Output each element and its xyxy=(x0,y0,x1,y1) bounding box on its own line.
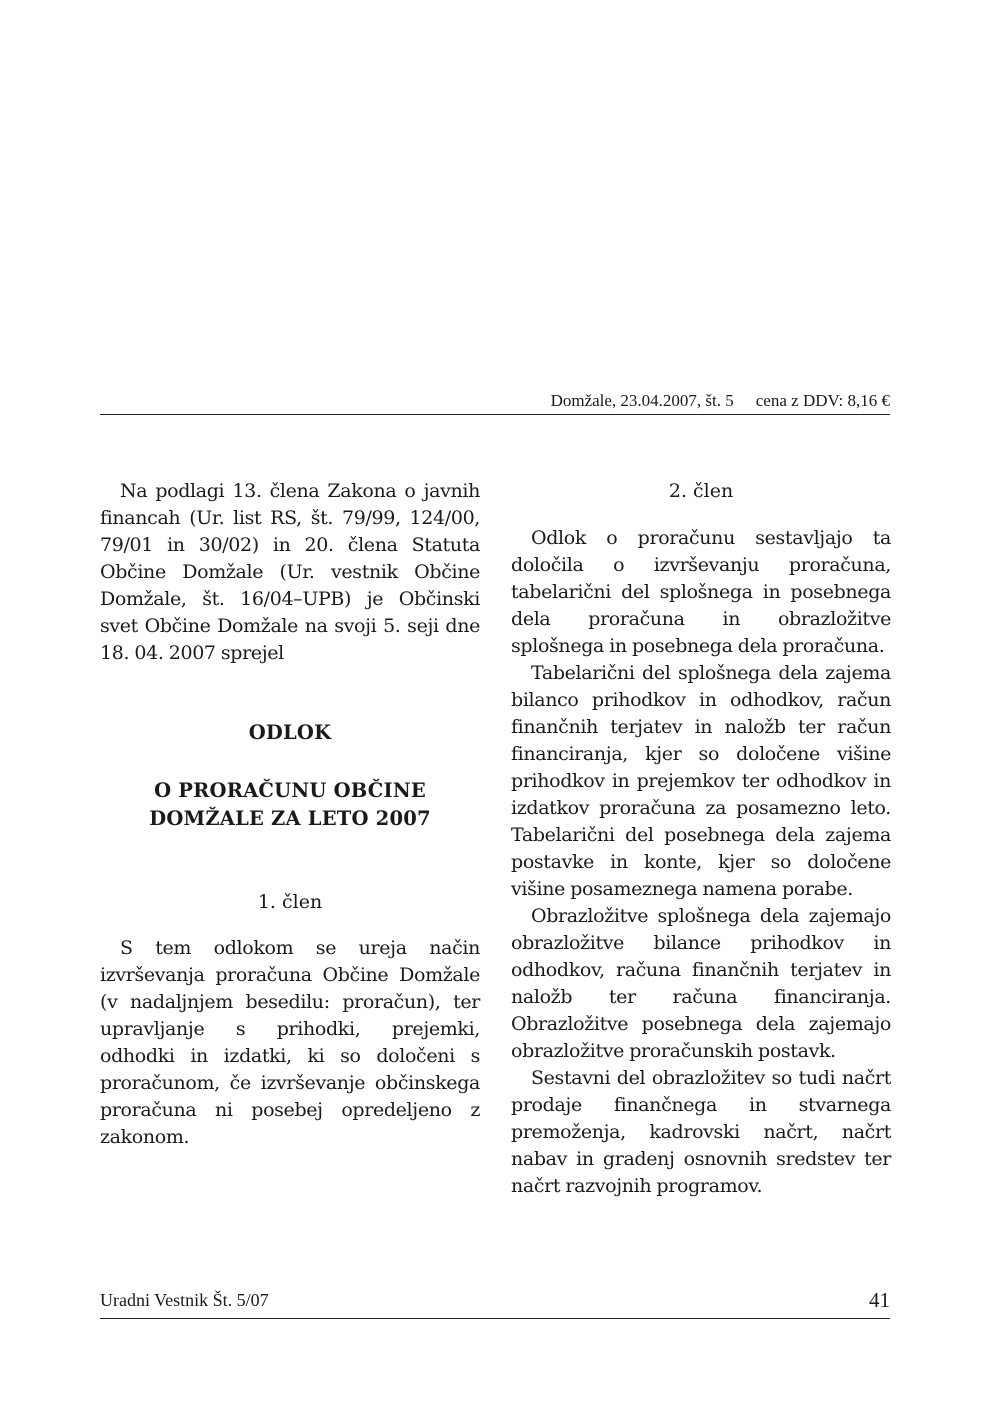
preamble-text: Na podlagi 13. člena Zakona o javnih financah (Ur. list RS, št. 79/99, 124/00, 79/01 in 30/02) in 20. člena Statuta Občine Domžale (Ur. vestnik Občine Domžale, št. 16/04–UPB) je Občinski svet Občine Domžale na svoji 5. seji dne 18. 04. 2007 sprejel xyxy=(100,480,480,664)
document-subtitle xyxy=(100,777,480,833)
article-2-paragraph-3: Obrazložitve splošnega dela zajemajo obrazložitve bilance prihodkov in odhodkov, računa finančnih terjatev in naložb ter računa financiranja. Obrazložitve posebnega dela zajemajo obrazložitve proračunskih postavk. xyxy=(511,905,891,1062)
article-2-paragraph-4: Sestavni del obrazložitev so tudi načrt prodaje finančnega in stvarnega premoženja, kadrovski načrt, načrt nabav in gradenj osnovnih sredstev ter načrt razvojnih programov. xyxy=(511,1067,891,1197)
publication-name: Uradni Vestnik Št. 5/07 xyxy=(100,1290,269,1310)
article-1-paragraph: S tem odlokom se ureja način izvrševanja proračuna Občine Domžale (v nadaljnjem besedilu: proračun), ter upravljanje s prihodki, prejemki, odhodki in izdatki, ki so določeni s proračunom, če izvrševanje občinskega proračuna ni posebej opredeljeno z zakonom. xyxy=(100,937,480,1148)
article-2-paragraph-2: Tabelarični del splošnega dela zajema bilanco prihodkov in odhodkov, račun finančnih terjatev in naložb ter račun financiranja, kjer so določene višine prihodkov in prejemkov ter odhodkov in izdatkov proračuna za posamezno leto. Tabelarični del posebnega dela zajema postavke in konte, kjer so določene višine posameznega namena porabe. xyxy=(511,662,891,900)
issue-info: Domžale, 23.04.2007, št. 5 xyxy=(550,391,734,410)
article-2-heading: 2. člen xyxy=(668,480,734,502)
article-2-paragraph-1: Odlok o proračunu sestavljajo ta določila o izvrševanju proračuna, tabelarični del splošnega in posebnega dela proračuna in obrazložitve splošnega in posebnega dela proračuna. xyxy=(511,527,891,657)
price-info: cena z DDV: 8,16 € xyxy=(755,391,890,410)
subtitle-line-1: O PRORAČUNU OBČINE xyxy=(154,779,426,802)
preamble-column xyxy=(100,478,480,667)
footer-rule xyxy=(100,1318,890,1319)
page-number: 41 xyxy=(869,1288,890,1312)
header-rule xyxy=(100,414,890,415)
article-1-heading: 1. člen xyxy=(257,891,323,913)
article-1-body xyxy=(100,935,480,1151)
subtitle-line-2: DOMŽALE ZA LETO 2007 xyxy=(149,807,431,830)
document-title: ODLOK xyxy=(248,721,332,744)
article-2-body xyxy=(511,525,891,1200)
page-header xyxy=(100,391,890,415)
